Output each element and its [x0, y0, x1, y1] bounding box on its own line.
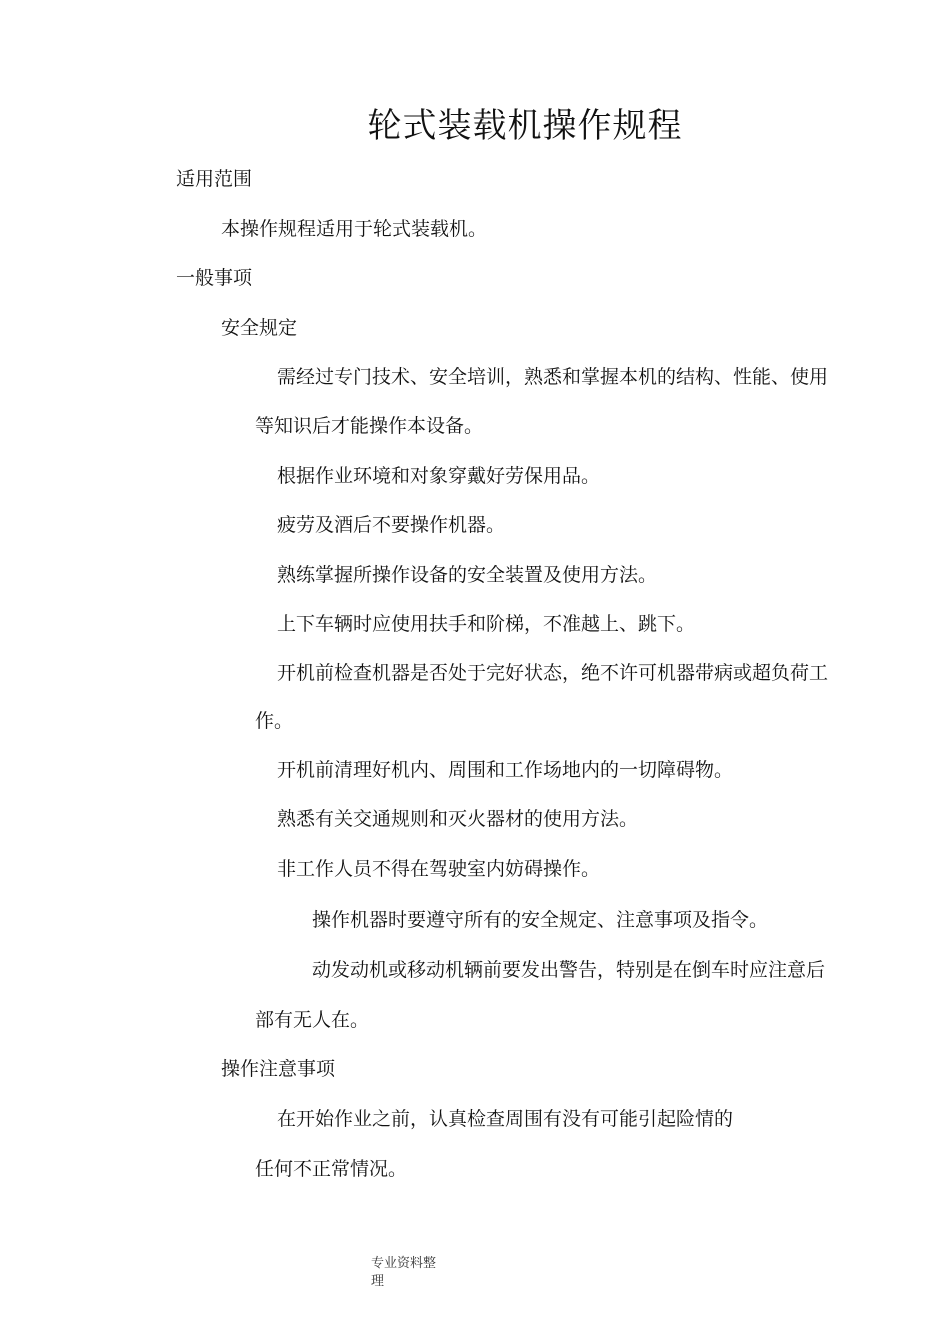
safety-paragraph-line: 开机前清理好机内、周围和工作场地内的一切障碍物。 — [277, 759, 734, 781]
safety-paragraph-line: 根据作业环境和对象穿戴好劳保用品。 — [277, 465, 601, 487]
operation-paragraph-line: 在开始作业之前，认真检查周围有没有可能引起险情的 — [277, 1108, 734, 1130]
safety-paragraph-line: 非工作人员不得在驾驶室内妨碍操作。 — [277, 858, 601, 880]
safety-paragraph-line: 开机前检查机器是否处于完好状态，绝不许可机器带病或超负荷工 — [277, 662, 829, 684]
safety-paragraph-line: 等知识后才能操作本设备。 — [255, 415, 484, 437]
document-title: 轮式装载机操作规程 — [367, 106, 683, 146]
safety-paragraph-line: 上下车辆时应使用扶手和阶梯，不准越上、跳下。 — [277, 613, 696, 635]
scope-paragraph: 本操作规程适用于轮式装载机。 — [221, 218, 488, 240]
subsection-heading-safety: 安全规定 — [221, 317, 298, 339]
safety-paragraph-line: 部有无人在。 — [255, 1009, 370, 1031]
safety-paragraph-line: 动发动机或移动机辆前要发出警告，特别是在倒车时应注意后 — [312, 959, 826, 981]
subsection-heading-operation: 操作注意事项 — [221, 1058, 336, 1080]
footer-line: 专业资料整 — [371, 1256, 437, 1271]
safety-paragraph-line: 作。 — [255, 710, 294, 732]
section-heading-scope: 适用范围 — [176, 168, 253, 190]
safety-paragraph-line: 疲劳及酒后不要操作机器。 — [277, 514, 506, 536]
operation-paragraph-line: 任何不正常情况。 — [255, 1158, 408, 1180]
safety-paragraph-line: 需经过专门技术、安全培训，熟悉和掌握本机的结构、性能、使用 — [277, 366, 829, 388]
section-heading-general: 一般事项 — [176, 267, 253, 289]
page-footer — [371, 1255, 451, 1291]
safety-paragraph-line: 熟练掌握所操作设备的安全装置及使用方法。 — [277, 564, 658, 586]
footer-line: 理 — [371, 1274, 385, 1289]
safety-paragraph-line: 操作机器时要遵守所有的安全规定、注意事项及指令。 — [312, 909, 769, 931]
safety-paragraph-line: 熟悉有关交通规则和灭火器材的使用方法。 — [277, 808, 639, 830]
